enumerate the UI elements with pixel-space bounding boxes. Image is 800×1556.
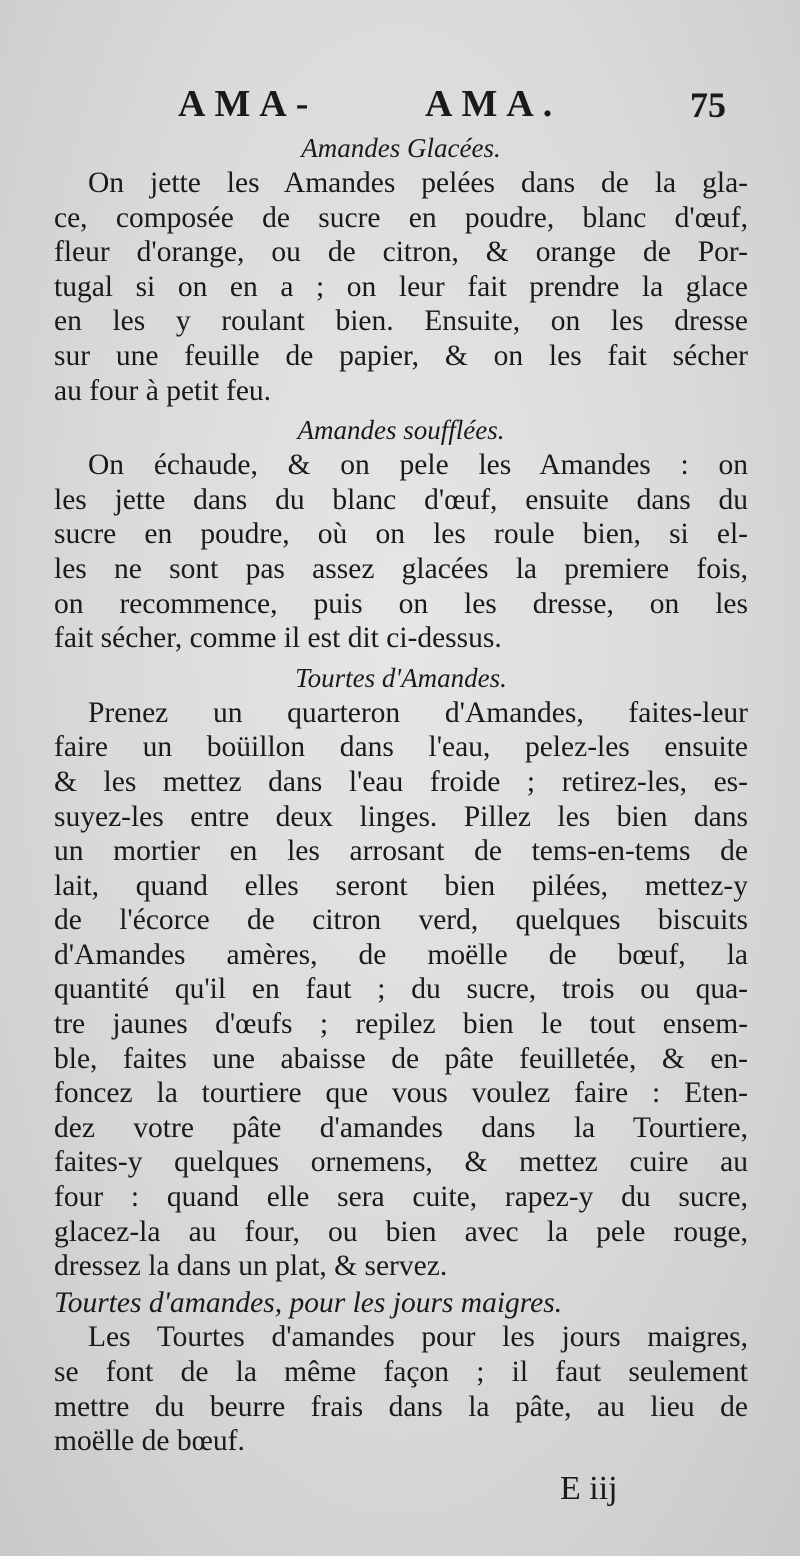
page-number: 75 (690, 85, 726, 125)
text-line: On jette les Amandes pelées dans de la gla- (88, 167, 748, 199)
text-line: fait sécher, comme il est dit ci-dessus. (54, 622, 502, 655)
text-line: on recommence, puis on les dresse, on les (54, 587, 748, 620)
page-body (54, 130, 748, 1459)
text-line: sucre en poudre, où on les roule bien, si el- (54, 518, 748, 551)
text-line: les ne sont pas assez glacées la premiere fois, (54, 552, 748, 585)
text-line: un mortier en les arrosant de tems-en-tems de (54, 835, 748, 868)
text-line: On échaude, & on pele les Amandes : on (88, 449, 748, 482)
text-line: & les mettez dans l'eau froide ; retirez-les, es- (54, 765, 748, 798)
text-line: dressez la dans un plat, & servez. (54, 1250, 448, 1283)
section-heading: Tourtes d'Amandes. (295, 662, 507, 693)
text-line: de l'écorce de citron verd, quelques biscuits (54, 904, 748, 937)
text-line: lait, quand elles seront bien pilées, mettez-y (54, 869, 748, 902)
text-line: d'Amandes amères, de moëlle de bœuf, la (54, 938, 748, 971)
text-line: les jette dans du blanc d'œuf, ensuite dans du (54, 483, 748, 516)
text-line: tugal si on en a ; on leur fait prendre la glace (54, 270, 748, 303)
section-heading: Tourtes d'amandes, pour les jours maigres. (54, 1286, 563, 1319)
text-line: sur une feuille de papier, & on les fait sécher (54, 339, 748, 372)
text-line: en les y roulant bien. Ensuite, on les dresse (54, 305, 748, 338)
section-heading: Amandes soufflées. (297, 415, 505, 446)
running-head-right: AMA. (425, 83, 562, 125)
text-line: ce, composée de sucre en poudre, blanc d'œuf, (54, 201, 748, 234)
running-head (0, 82, 800, 132)
text-line: fleur d'orange, ou de citron, & orange de Por- (54, 236, 748, 269)
text-line: moëlle de bœuf. (54, 1425, 245, 1458)
text-line: suyez-les entre deux linges. Pillez les bien dans (54, 800, 748, 833)
text-line: Prenez un quarteron d'Amandes, faites-leur (88, 696, 748, 729)
section-heading: Amandes Glacées. (301, 133, 501, 163)
text-line: se font de la même façon ; il faut seulement (54, 1356, 748, 1388)
text-line: tre jaunes d'œufs ; repilez bien le tout ensem- (54, 1008, 748, 1041)
signature-mark: E iij (560, 1470, 618, 1507)
text-line: mettre du beurre frais dans la pâte, au lieu de (54, 1390, 748, 1423)
text-line: au four à petit feu. (54, 374, 272, 407)
text-line: four : quand elle sera cuite, rapez-y du sucre, (54, 1181, 748, 1214)
running-head-left: AMA- (178, 83, 318, 125)
text-line: quantité qu'il en faut ; du sucre, trois ou qua- (54, 973, 748, 1006)
text-line: faire un boüillon dans l'eau, pelez-les ensuite (54, 731, 748, 764)
text-line: dez votre pâte d'amandes dans la Tourtiere, (54, 1111, 748, 1144)
text-line: ble, faites une abaisse de pâte feuilletée, & en- (54, 1042, 748, 1075)
text-line: faites-y quelques ornemens, & mettez cuire au (54, 1146, 748, 1179)
text-line: Les Tourtes d'amandes pour les jours maigres, (88, 1321, 748, 1354)
text-line: glacez-la au four, ou bien avec la pele rouge, (54, 1215, 748, 1248)
text-line: foncez la tourtiere que vous voulez faire : Eten- (54, 1077, 748, 1110)
